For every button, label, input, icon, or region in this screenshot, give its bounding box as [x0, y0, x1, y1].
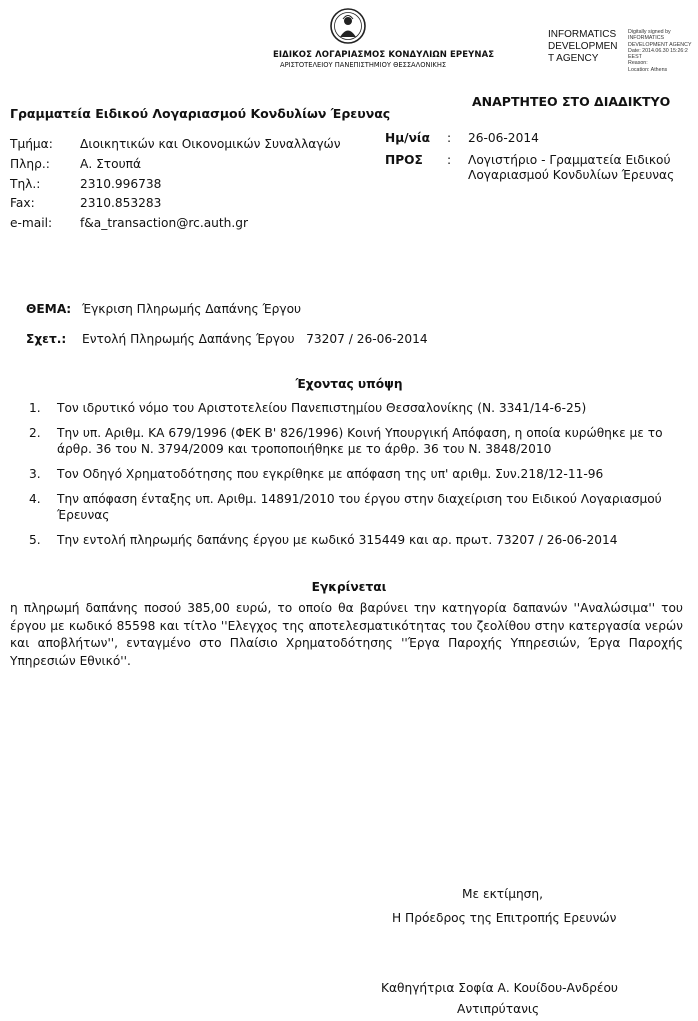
university-seal-logo [330, 6, 366, 46]
list-item-number: 5. [29, 533, 41, 547]
approval-paragraph: η πληρωμή δαπάνης ποσού 385,00 ευρώ, το οποίο θα βαρύνει την κατηγορία δαπανών ''Αναλώσιμα'' του έργου με κωδικό 85598 και τίτλο ''Ελεγχος της αποτελεσματικότητας του ζεολίθου στην κατεργασία νερών και αποβλήτων'', ενταγμένο στο Πλαίσιο Χρηματοδότησης ''Έργα Παροχής Υπηρεσιών, Έργα Παροχής Υπηρεσιών Εθνικό''. [10, 601, 683, 668]
list-item [10, 532, 680, 548]
date-label: Ημ/νία [385, 131, 431, 145]
list-item [10, 425, 680, 457]
list-item-number: 3. [29, 467, 41, 481]
institution-subname: ΑΡΙΣΤΟΤΕΛΕΙΟΥ ΠΑΝΕΠΙΣΤΗΜΙΟΥ ΘΕΣΣΑΛΟΝΙΚΗΣ [280, 61, 447, 69]
recipient-colon: : [447, 153, 452, 167]
office-title: Γραμματεία Ειδικού Λογαριασμού Κονδυλίων Έρευνας [10, 106, 391, 121]
phone-value: 2310.996738 [80, 177, 162, 191]
subject-text: Έγκριση Πληρωμής Δαπάνης Έργου [82, 302, 302, 316]
approved-heading: Εγκρίνεται [311, 580, 387, 594]
list-item-text: Τον Οδηγό Χρηματοδότησης που εγκρίθηκε με απόφαση της υπ' αριθμ. Συν.218/12-11-96 [57, 467, 604, 481]
publish-online-banner: ΑΝΑΡΤΗΤΕΟ ΣΤΟ ΔΙΑΔΙΚΤΥΟ [472, 94, 671, 109]
recipient-label: ΠΡΟΣ [385, 153, 423, 167]
closing-greeting: Με εκτίμηση, [462, 887, 544, 901]
contact-person-value: Α. Στουπά [80, 157, 142, 171]
date-colon: : [447, 131, 452, 145]
list-item-text: Την υπ. Αριθμ. ΚΑ 679/1996 (ΦΕΚ Β' 826/1996) Κοινή Υπουργική Απόφαση, η οποία κυρώθηκε με το άρθρ. 36 του Ν. 3794/2009 και τροποποιήθηκε με το άρθρ. 36 του Ν. 3848/2010 [57, 426, 663, 456]
reference-label: Σχετ.: [26, 332, 67, 346]
email-value[interactable]: f&a_transaction@rc.auth.gr [80, 216, 249, 230]
list-item [10, 400, 680, 416]
digital-signature-details: Digitally signed by INFORMATICS DEVELOPMENT AGENCY Date: 2014.06.30 15:26:2 EEST Reason: Location: Athens [628, 29, 692, 73]
digital-signature-org: INFORMATICS DEVELOPMEN T AGENCY [548, 29, 618, 64]
list-item-text: Την εντολή πληρωμής δαπάνης έργου με κωδικό 315449 και αρ. πρωτ. 73207 / 26-06-2014 [57, 533, 618, 547]
list-item [10, 491, 680, 523]
list-item-number: 1. [29, 401, 41, 415]
considering-heading: Έχοντας υπόψη [295, 377, 403, 391]
recipient-line-1: Λογιστήριο - Γραμματεία Ειδικού [468, 153, 671, 167]
signatory-role: Η Πρόεδρος της Επιτροπής Ερευνών [392, 911, 617, 925]
phone-label: Τηλ.: [10, 177, 41, 191]
fax-value: 2310.853283 [80, 196, 162, 210]
institution-name: ΕΙΔΙΚΟΣ ΛΟΓΑΡΙΑΣΜΟΣ ΚΟΝΔΥΛΙΩΝ ΕΡΕΥΝΑΣ [273, 50, 495, 60]
list-item-text: Την απόφαση ένταξης υπ. Αριθμ. 14891/2010 του έργου στην διαχείριση του Ειδικού Λογαριασμού Έρευνας [57, 492, 662, 522]
list-item-number: 4. [29, 492, 41, 506]
list-item [10, 466, 680, 482]
list-item-text: Τον ιδρυτικό νόμο του Αριστοτελείου Πανεπιστημίου Θεσσαλονίκης (Ν. 3341/14-6-25) [57, 401, 587, 415]
department-label: Τμήμα: [10, 137, 53, 151]
subject-label: ΘΕΜΑ: [26, 302, 72, 316]
fax-label: Fax: [10, 196, 35, 210]
signatory-title: Αντιπρύτανις [457, 1002, 540, 1016]
date-value: 26-06-2014 [468, 131, 539, 145]
contact-person-label: Πληρ.: [10, 157, 50, 171]
email-label: e-mail: [10, 216, 53, 230]
recipient-line-2: Λογαριασμού Κονδυλίων Έρευνας [468, 168, 675, 182]
considerations-list [10, 400, 680, 557]
list-item-number: 2. [29, 426, 41, 440]
signatory-name: Καθηγήτρια Σοφία Α. Κουίδου-Ανδρέου [381, 981, 618, 995]
reference-text: Εντολή Πληρωμής Δαπάνης Έργου 73207 / 26-06-2014 [82, 332, 428, 346]
department-value: Διοικητικών και Οικονομικών Συναλλαγών [80, 137, 341, 151]
